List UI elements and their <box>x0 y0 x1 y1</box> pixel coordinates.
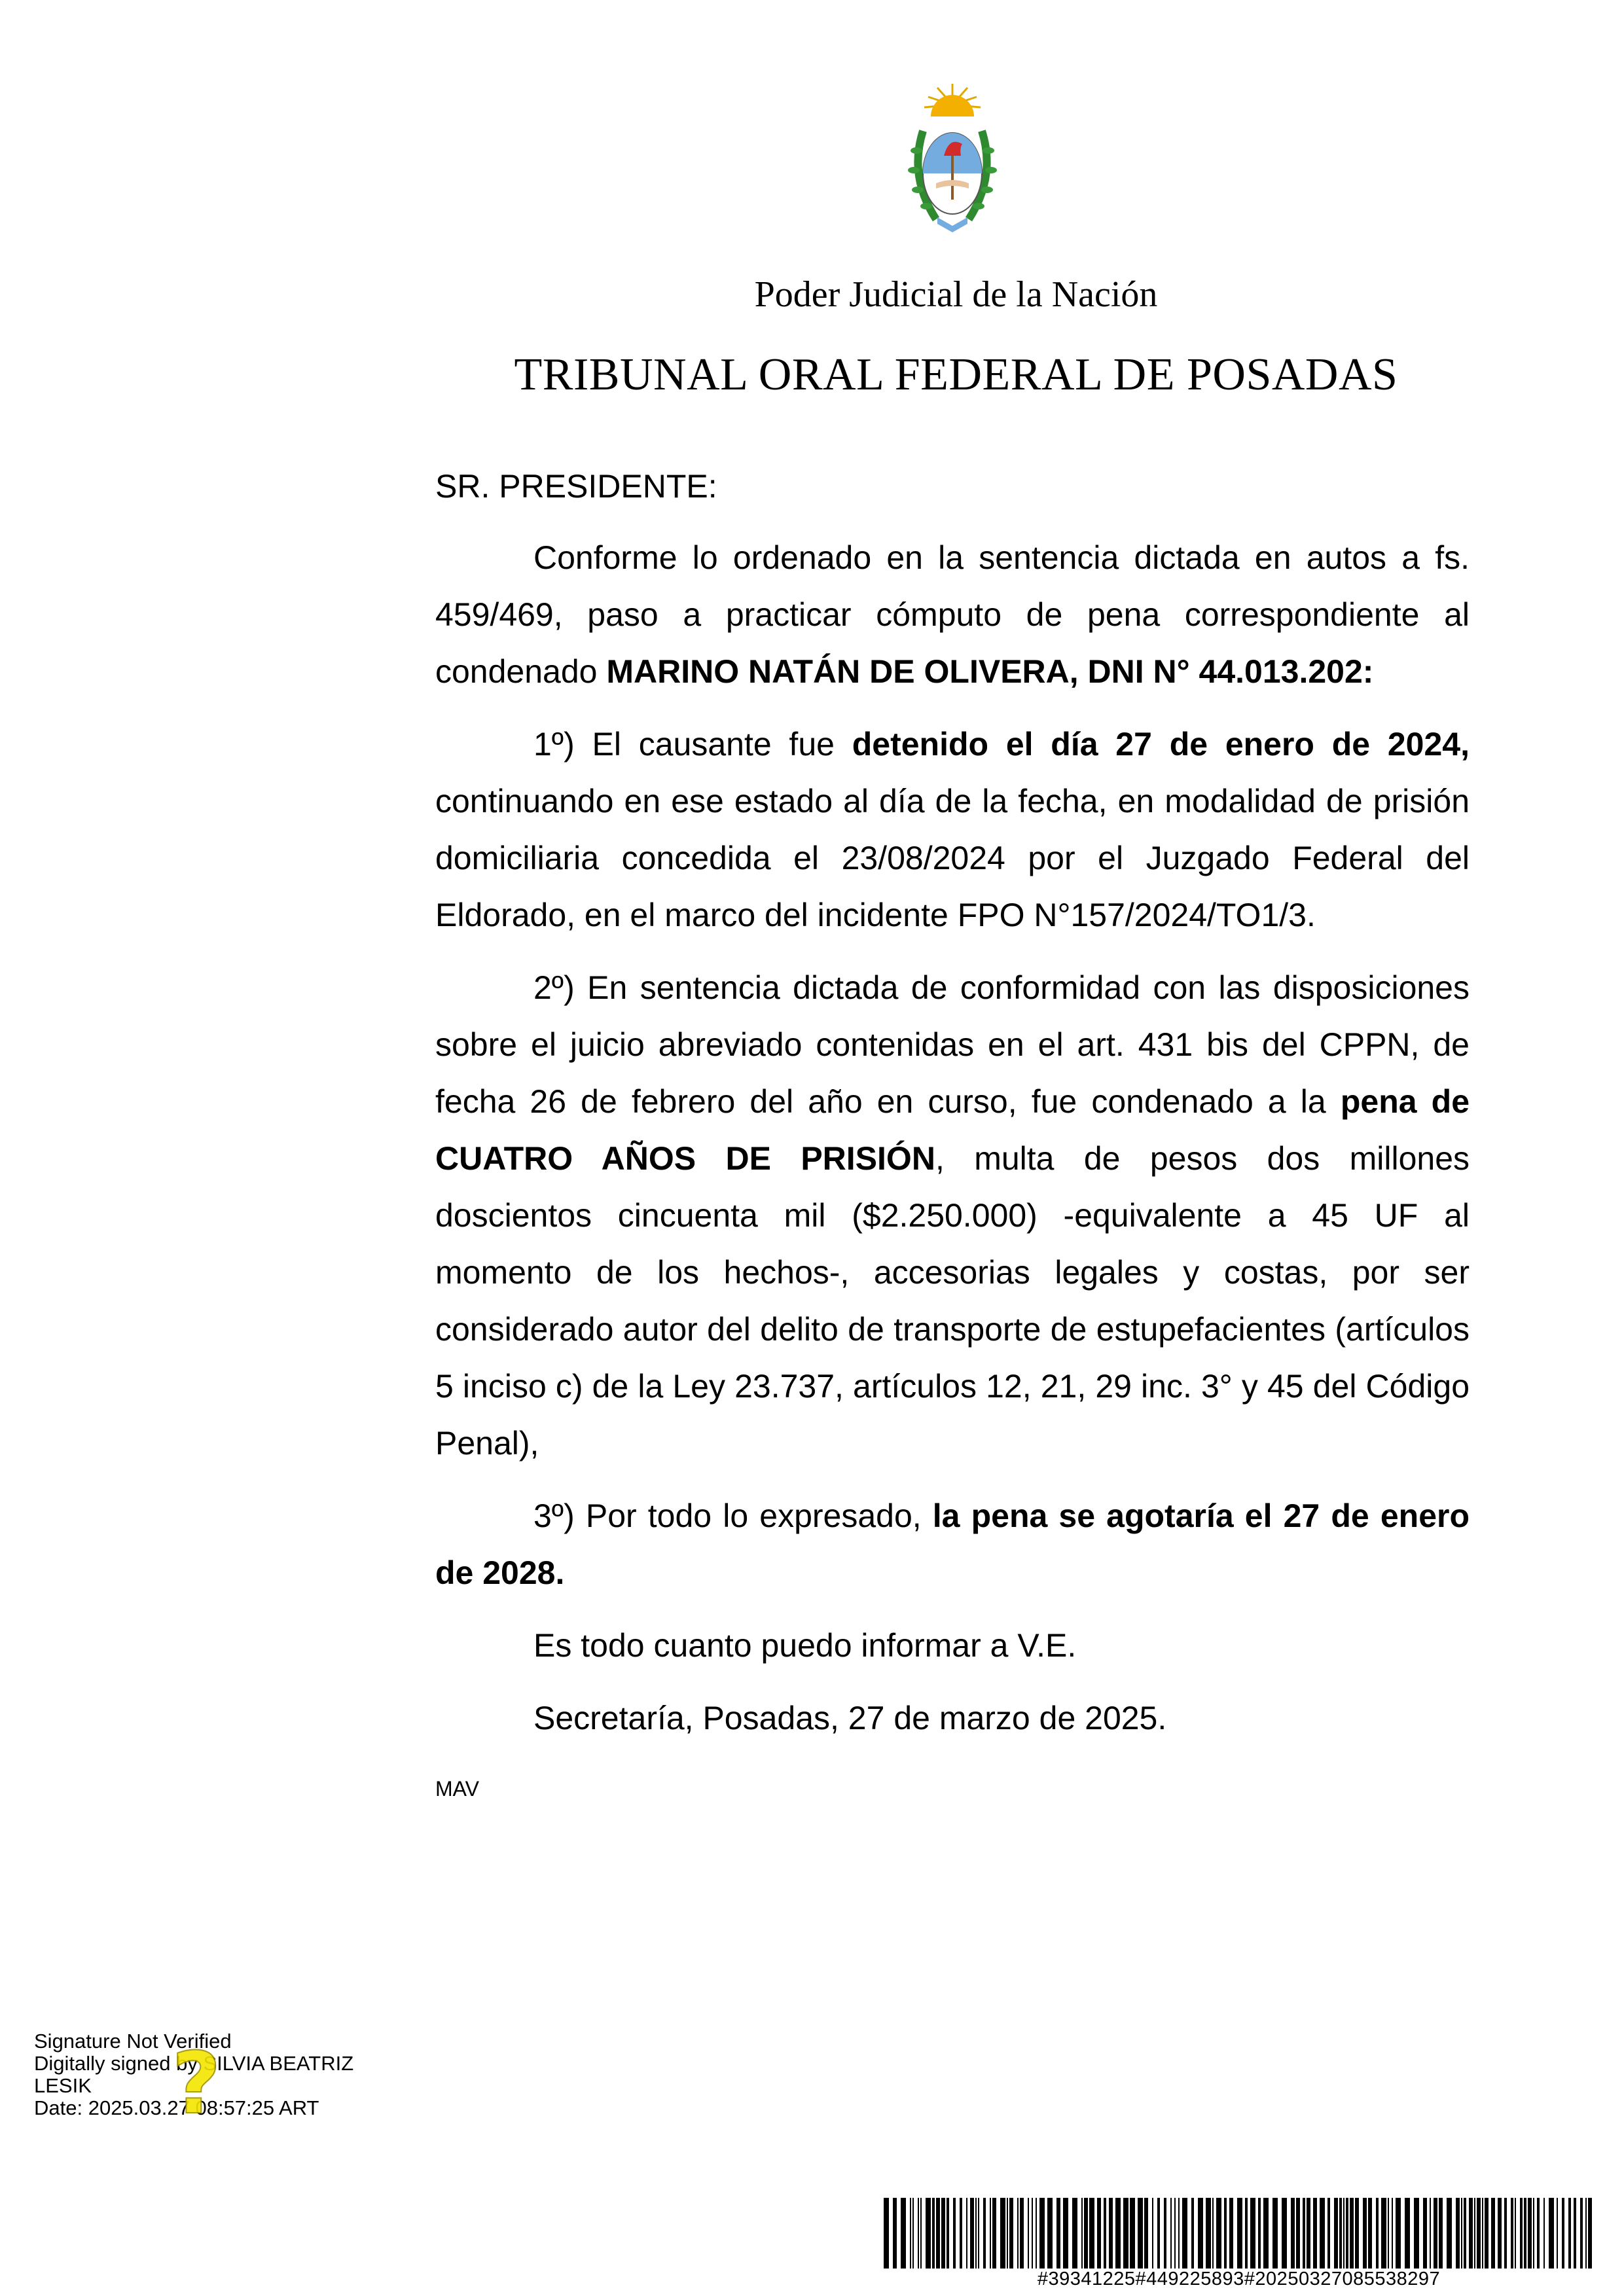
sentence-end-date: la pena se agotaría el 27 de enero de 2028. <box>435 1498 1470 1591</box>
place-date: Secretaría, Posadas, 27 de marzo de 2025. <box>533 1700 1167 1736</box>
p1-text-a: 1º) El causante fue <box>533 726 852 762</box>
header-judicial-power: Poder Judicial de la Nación <box>754 274 1158 315</box>
p2-text-b: , multa de pesos dos millones doscientos cincuenta mil ($2.250.000) -equivalente a 45 UF al momento de los hechos-, accesorias legales y costas, por ser considerado autor del delito de transporte de estupefacientes (artículos 5 inciso c) de la Ley 23.737, artículos 12, 21, 29 inc. 3° y 45 del Código Penal), <box>435 1140 1470 1462</box>
document-barcode <box>884 2198 1594 2269</box>
signature-date: Date: 2025.03.27 08:57:25 ART <box>34 2096 319 2119</box>
paragraph-2 <box>435 960 1470 1472</box>
paragraph-3 <box>435 1488 1470 1602</box>
intro-paragraph <box>435 529 1470 700</box>
paragraph-1 <box>435 716 1470 944</box>
p3-text: 3º) Por todo lo expresado, <box>533 1498 933 1534</box>
document-body <box>435 458 1470 1763</box>
barcode-number: #39341225#449225893#20250327085538297 <box>1037 2269 1441 2289</box>
header-court-name: TRIBUNAL ORAL FEDERAL DE POSADAS <box>514 350 1398 400</box>
p2-text-a: 2º) En sentencia dictada de conformidad con las disposiciones sobre el juicio abreviado contenidas en el art. 431 bis del CPPN, de fecha 26 de febrero del año en curso, fue condenado a la <box>435 969 1470 1120</box>
sentence-length: pena de CUATRO AÑOS DE PRISIÓN <box>435 1083 1470 1177</box>
p1-text-b: continuando en ese estado al día de la fecha, en modalidad de prisión domiciliaria concedida el 23/08/2024 por el Juzgado Federal del Eldorado, en el marco del incidente FPO N°157/2024/TO1/3. <box>435 783 1470 933</box>
closing-line: Es todo cuanto puedo informar a V.E. <box>533 1627 1077 1664</box>
unverified-question-icon <box>170 2036 223 2127</box>
intro-text: Conforme lo ordenado en la sentencia dictada en autos a fs. 459/469, paso a practicar cómputo de pena correspondiente al condenado <box>435 539 1470 690</box>
svg-text:?: ? <box>171 2036 221 2127</box>
salutation: SR. PRESIDENTE: <box>435 468 717 505</box>
signature-signer-cont: LESIK <box>34 2074 92 2097</box>
detention-date: detenido el día 27 de enero de 2024, <box>852 726 1470 762</box>
signature-signer: Digitally signed by SILVIA BEATRIZ <box>34 2052 354 2075</box>
signature-status: Signature Not Verified <box>34 2030 232 2053</box>
signature-block <box>34 2030 427 2119</box>
initials: MAV <box>435 1777 479 1801</box>
defendant-name: MARINO NATÁN DE OLIVERA, DNI N° 44.013.202: <box>606 653 1374 690</box>
coat-of-arms-emblem <box>897 79 1008 242</box>
